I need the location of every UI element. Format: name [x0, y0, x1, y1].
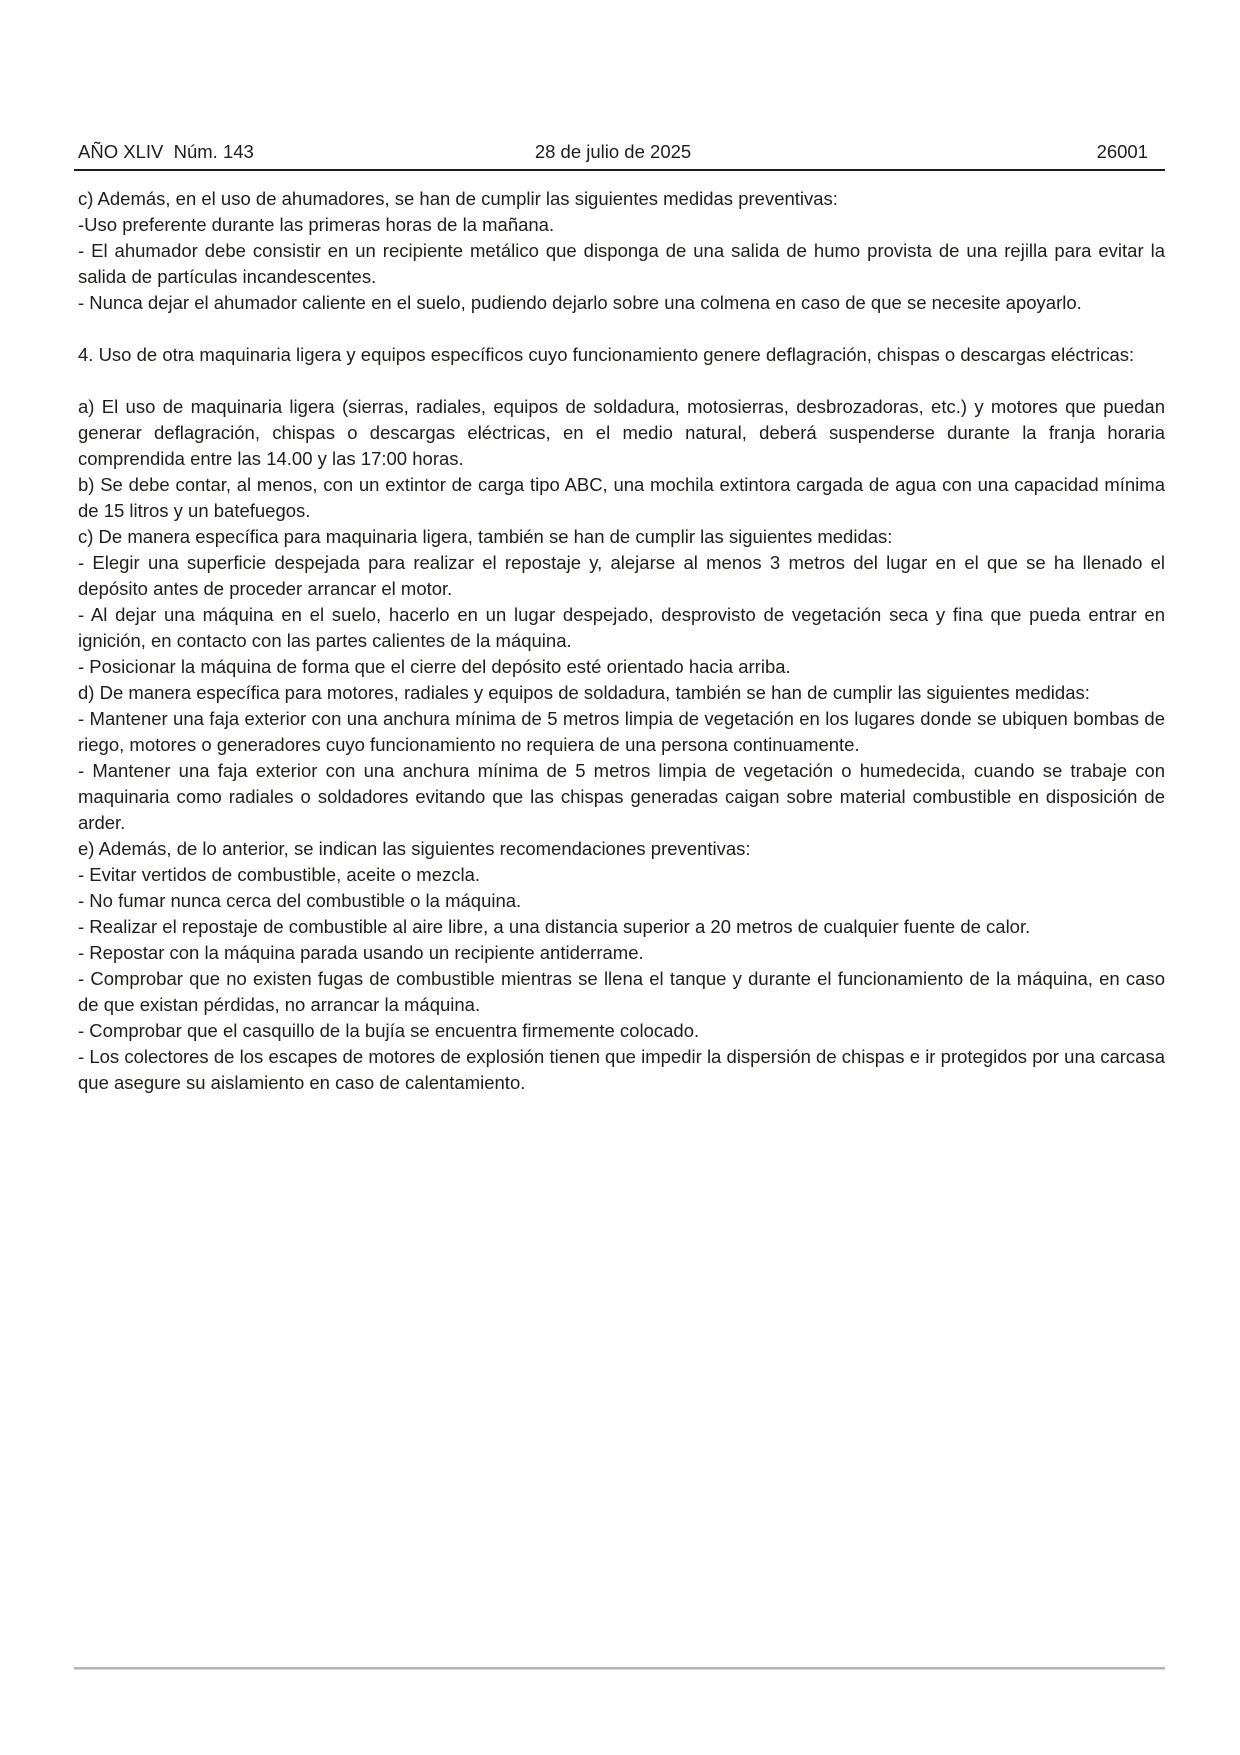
- header-rule: [74, 169, 1165, 171]
- paragraph: - Mantener una faja exterior con una anchura mínima de 5 metros limpia de vegetación en los lugares donde se ubiquen bombas de riego, motores o generadores cuyo funcionamiento no requiera de una persona continuamente.: [78, 708, 1165, 755]
- blank-line: [78, 316, 1165, 342]
- footer-rule: [74, 1667, 1165, 1669]
- header-date: 28 de julio de 2025: [534, 141, 692, 162]
- blank-line: [78, 368, 1165, 394]
- header-edition: AÑO XLIV Núm. 143: [78, 141, 254, 162]
- paragraph: - No fumar nunca cerca del combustible o la máquina.: [78, 890, 522, 911]
- paragraph: - Mantener una faja exterior con una anchura mínima de 5 metros limpia de vegetación o humedecida, cuando se trabaje con maquinaria como radiales o soldadores evitando que las chispas generadas caigan sobre material combustible en disposición de arder.: [78, 760, 1165, 833]
- paragraph: b) Se debe contar, al menos, con un extintor de carga tipo ABC, una mochila extintora cargada de agua con una capacidad mínima de 15 litros y un batefuegos.: [78, 474, 1165, 521]
- paragraph: - Comprobar que no existen fugas de combustible mientras se llena el tanque y durante el funcionamiento de la máquina, en caso de que existan pérdidas, no arrancar la máquina.: [78, 968, 1165, 1015]
- paragraph: - Nunca dejar el ahumador caliente en el suelo, pudiendo dejarlo sobre una colmena en caso de que se necesite apoyarlo.: [78, 292, 1082, 313]
- page-header: [78, 139, 1165, 165]
- paragraph: c) Además, en el uso de ahumadores, se han de cumplir las siguientes medidas preventivas:: [78, 188, 838, 209]
- paragraph: - Posicionar la máquina de forma que el cierre del depósito esté orientado hacia arriba.: [78, 656, 791, 677]
- paragraph: - Evitar vertidos de combustible, aceite o mezcla.: [78, 864, 481, 885]
- paragraph: e) Además, de lo anterior, se indican las siguientes recomendaciones preventivas:: [78, 838, 751, 859]
- paragraph: a) El uso de maquinaria ligera (sierras, radiales, equipos de soldadura, motosierras, desbrozadoras, etc.) y motores que puedan generar deflagración, chispas o descargas eléctricas, en el medio natural, deberá suspenderse durante la franja horaria comprendida entre las 14.00 y las 17:00 horas.: [78, 396, 1165, 469]
- header-page-number: 26001: [1096, 141, 1149, 162]
- paragraph: - Al dejar una máquina en el suelo, hacerlo en un lugar despejado, desprovisto de vegetación seca y fina que pueda entrar en ignición, en contacto con las partes calientes de la máquina.: [78, 604, 1165, 651]
- paragraph: - Los colectores de los escapes de motores de explosión tienen que impedir la dispersión de chispas e ir protegidos por una carcasa que asegure su aislamiento en caso de calentamiento.: [78, 1046, 1165, 1093]
- paragraph: -Uso preferente durante las primeras horas de la mañana.: [78, 214, 555, 235]
- paragraph: - Realizar el repostaje de combustible al aire libre, a una distancia superior a 20 metros de cualquier fuente de calor.: [78, 916, 1031, 937]
- paragraph: 4. Uso de otra maquinaria ligera y equipos específicos cuyo funcionamiento genere deflagración, chispas o descargas eléctricas:: [78, 344, 1135, 365]
- paragraph: d) De manera específica para motores, radiales y equipos de soldadura, también se han de cumplir las siguientes medidas:: [78, 682, 1090, 703]
- paragraph: - Elegir una superficie despejada para realizar el repostaje y, alejarse al menos 3 metros del lugar en el que se ha llenado el depósito antes de proceder arrancar el motor.: [78, 552, 1165, 599]
- paragraph: c) De manera específica para maquinaria ligera, también se han de cumplir las siguientes medidas:: [78, 526, 893, 547]
- paragraph: - Comprobar que el casquillo de la bujía se encuentra firmemente colocado.: [78, 1020, 700, 1041]
- body-paragraphs: [78, 186, 1165, 1096]
- paragraph: - El ahumador debe consistir en un recipiente metálico que disponga de una salida de humo provista de una rejilla para evitar la salida de partículas incandescentes.: [78, 240, 1165, 287]
- paragraph: - Repostar con la máquina parada usando un recipiente antiderrame.: [78, 942, 644, 963]
